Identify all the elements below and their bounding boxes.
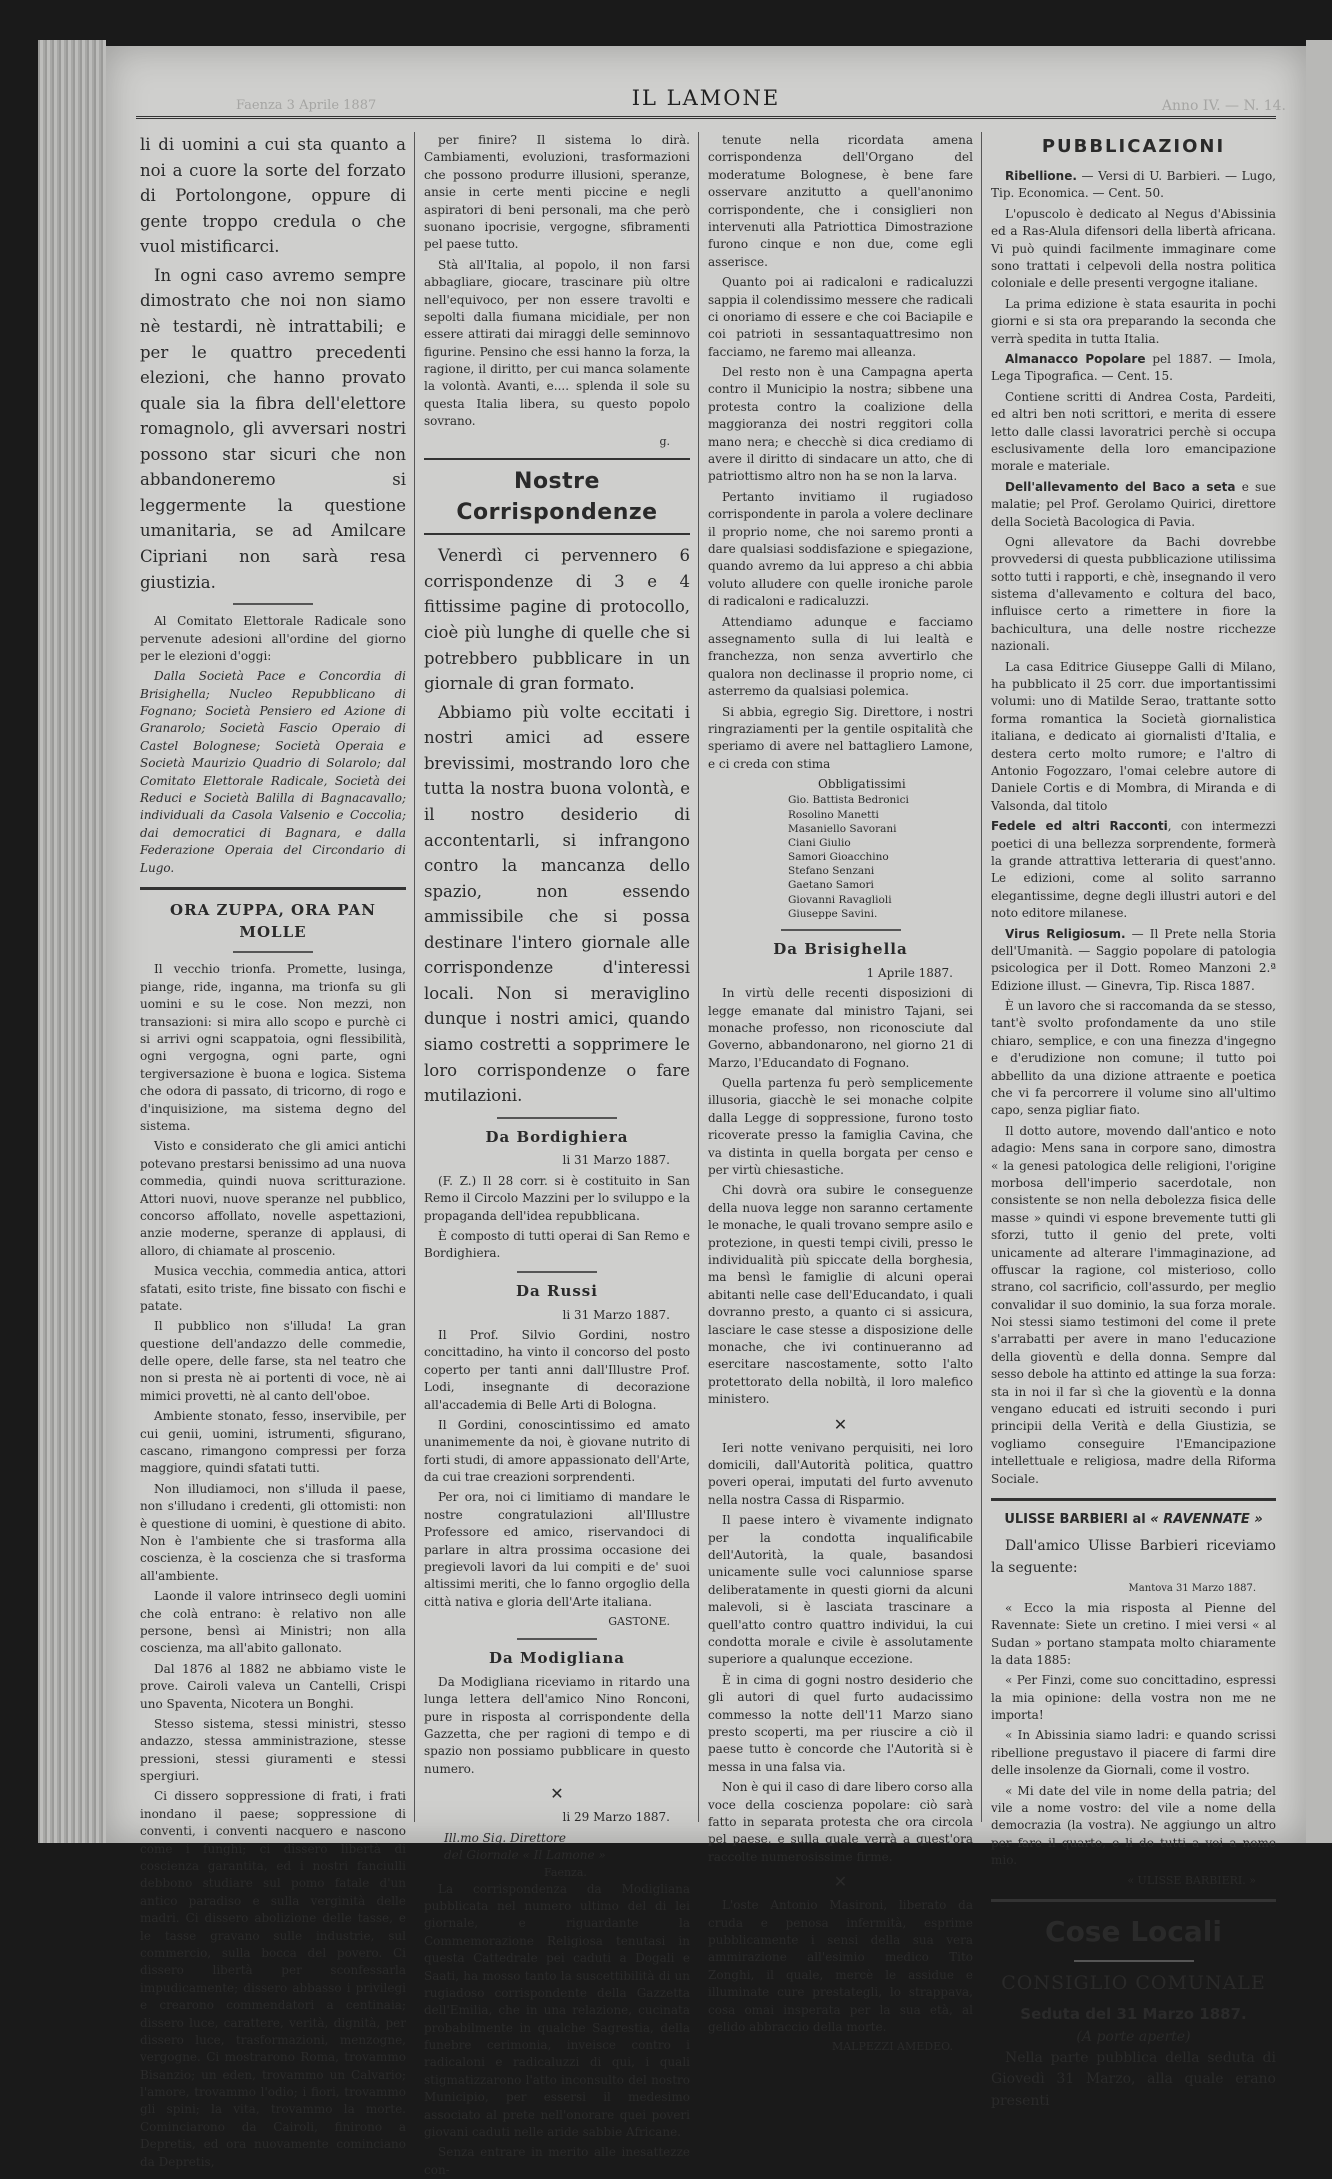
cross-separator: ✕ — [833, 1414, 848, 1434]
paragraph: Nella parte pubblica della seduta di Giovedì 31 Marzo, alla quale erano presenti — [991, 2049, 1276, 2110]
section-bar — [991, 1498, 1276, 1501]
paragraph: Ci dissero soppressione di frati, i frati inondano il paese; soppressione di conventi, i conventi nacquero e nascono come i funghi; ci dissero libertà di coscienza garantita, ed i nostri fanciulli debbono studiare sul pomo fatale d'un antico paradiso e sulla verginità delle madri. Ci dissero abolizione delle tasse, e le tasse gravano sulle industrie, sul commercio, sulla bocca del povero. Ci dissero libertà per sconfessarla impudicamente; dissero abbasso i privilegi e crearono commendatori a centinaia; dissero luce, carattere, verità, dignità, per dissero luce, trasformazioni, menzogne, vergogne. Ci mostrarono Roma, trovammo Bisanzio; un eden, trovammo un Calvario; l'amore, trovammo l'odio; i fiori, trovammo gli spini; la vita, trovammo la morte. Cominciarono da Cairoli, finirono a Depretis, ed ora nuovamente cominciano da Depretis, — [140, 1789, 406, 2169]
book-title: Fedele ed altri Racconti — [991, 819, 1168, 834]
signature: g. — [659, 434, 670, 448]
paragraph: Contiene scritti di Andrea Costa, Pardeiti, ed altri ben noti scrittori, e merita di essere letto dalle classi lavoratrici perchè si occupa esclusivamente della loro emancipazione morale e materiale. — [991, 389, 1276, 474]
book-title: Dell'allevamento del Baco a seta — [1005, 479, 1236, 494]
dispatch-date: 1 Aprile 1887. — [866, 965, 953, 980]
signatory-name: Samori Gioacchino — [788, 851, 889, 864]
article-title: ORA ZUPPA, ORA PAN MOLLE — [170, 900, 376, 941]
paragraph: « In Abissinia siamo ladri: e quando scrissi ribellione pregustavo il piacere di farmi dire delle insolenze da Giornali, come il vostro. — [991, 1728, 1276, 1778]
paragraph: Dall'amico Ulisse Barbieri riceviamo la seguente: — [991, 1537, 1276, 1576]
paragraph: « Mi date del vile in nome della patria; del vile a nome vostro: del vile a nome della democrazia (la vostra). Ne aggiungo un altro per fare il quarto, e li do tutti a voi a nome mio. — [991, 1783, 1276, 1868]
paragraph: In virtù delle recenti disposizioni di legge emanate dal ministro Tajani, sei monache professo, non riconosciute dal Governo, abbandonarono, nel giorno 21 di Marzo, l'Educandato di Fognano. — [708, 986, 973, 1070]
paragraph: Il paese intero è vivamente indignato per la condotta inqualificabile dell'Autorità, la quale, basandosi unicamente sulle voci calunniose sparse deliberatamente in questi giorni da alcuni malevoli, si è lasciata trascinare a quell'atto contro quattro individui, la cui condotta morale e civile è assolutamente superiore a qualunque eccezione. — [708, 1513, 973, 1667]
paragraph: Laonde il valore intrinseco degli uomini che colà entrano: è relativo non alle persone, bensì ai Ministri; non alla coscienza, ma all'abito gallonato. — [140, 1589, 406, 1656]
signatories — [788, 793, 973, 921]
article-lead-p2: In ogni caso avremo sempre dimostrato che noi non siamo nè testardi, nè intrattabili; e per le quattro precedenti elezioni, che hanno provato quale sia la fibra dell'elettore romagnolo, gli avversari nostri possono star sicuri che non abbandoneremo si leggermente la questione umanitaria, se ad Amilcare Cipriani non sarà resa giustizia. — [140, 265, 406, 592]
paragraph: Chi dovrà ora subire le conseguenze della nuova legge non saranno certamente le monache, le quali trovano sempre asilo e protezione, in questi tempi civili, presso le individualità più spiccate della borghesia, ma bensì le famiglie di alcuni operai abitanti nelle case dell'Educandato, i quali dovranno presto, a quanto ci si assicura, lasciare le case stesse a disposizione delle monache, che ivi continueranno ad esercitare nascostamente, sotto l'alto protettorato della nobiltà, il loro malefico ministero. — [708, 1183, 973, 1407]
paragraph: La corrispondenza da Modigliana pubblicata nel numero ultimo del di lei giornale, e riguardante la Commemorazione Religiosa tenutasi in questa Cattedrale pei caduti a Dogali e Saati, ha mosso tanto la suscettibilità di un rugiadoso corrispondente della Gazzetta dell'Emilia, che in una relazione, cucinata probabilmente in qualche Sagrestia, della funebre cerimonia, inveisce contro i radicaloni e radicaluzzi di qui, i quali stigmatizzarono l'atto inconsulto del nostro Municipio, per essersi il medesimo associato al prete nell'onorare quei poveri giovani caduti nelle aride sabbie Africane. — [424, 1881, 690, 2140]
divider — [781, 929, 901, 931]
section-heading: Cose Locali — [1045, 1914, 1222, 1948]
paragraph: Abbiamo più volte eccitati i nostri amici ad essere brevissimi, mostrando loro che tutta la nostra buona volontà, e il nostro desiderio di accontentarli, si infrangono contro la mancanza dello spazio, non essendo ammissibile che si possa destinare l'intero giornale alle corrispondenze d'interessi locali. Non si meraviglino dunque i nostri amici, quando siamo costretti a sopprimere le loro corrispondenze o fare mutilazioni. — [424, 702, 690, 1106]
paragraph: Ogni allevatore da Bachi dovrebbe provvedersi di questa pubblicazione utilissima sotto tutti i rapporti, e chè, insegnando il vero sistema d'allevamento e coltura del baco, influisce certo a rimettere in fiore la bachicultura, una delle nostre ricchezze nazionali. — [991, 534, 1276, 654]
paragraph: La casa Editrice Giuseppe Galli di Milano, ha pubblicato il 25 corr. due importantissimi volumi: uno di Matilde Serao, trattante sotto forma romantica la Società giornalistica italiana, e dedicato ai giornalisti d'Italia, e destera certo molto rumore; e l'altro di Antonio Fogozzaro, l'omai celebre autore di Daniele Cortis e di Mombra, di Miranda e di Valsonda, dal titolo — [991, 659, 1276, 813]
dispatch-date: li 31 Marzo 1887. — [562, 1153, 670, 1168]
cross-separator: ✕ — [550, 1784, 564, 1804]
session-note: (A porte aperte) — [1076, 2029, 1191, 2046]
paragraph: « Per Finzi, come suo concittadino, espressi la mia opinione: della vostra non me ne importa! — [991, 1673, 1276, 1723]
paragraph: Visto e considerato che gli amici antichi potevano prestarsi benissimo ad una nuova commedia, quindi nuova scritturazione. Attori nuovi, nuove speranze nel pubblico, concorso affollato, novelle aspettazioni, anzie moderne, speranze di applausi, di alloro, di chiamate al proscenio. — [140, 1139, 406, 1258]
divider — [517, 1271, 597, 1273]
address-line: Ill.mo Sig. Direttore — [444, 1830, 567, 1845]
paragraph: « Ecco la mia risposta al Pienne del Ravennate: Siete un cretino. I miei versi « al Sudan » portano stampata molto chiaramente la data 1885: — [991, 1600, 1276, 1667]
dispatch-title: Da Russi — [516, 1281, 598, 1300]
divider — [233, 951, 313, 953]
closing: Obbligatissimi — [818, 777, 906, 792]
paragraph: Il dotto autore, movendo dall'antico e noto adagio: Mens sana in corpore sano, dimostra « la genesi patologica delle religioni, l'origine morbosa dell'imperio sacerdotale, non consistente se non nella debolezza fisica delle masse » quindi vi espone brevemente tutti gli sforzi, tutto il genio del prete, volti unicamente ad alterare l'immaginazione, ad offuscar la ragione, col misterioso, collo strano, col sacrificio, coll'assurdo, per meglio convalidar il suo dominio, la sua forza morale. Noi stessi siamo testimoni del come il prete s'arrabatti per avere in mano l'educazione della gioventù e della donna. Sempre dal sesso debole ha attinto ed attinge la sua forza: sta in noi il far sì che la gioventù e la donna vengano educati ed istruiti secondo i puri principii della Verità e della Giustizia, se vogliamo conseguire l'Emancipazione intellettuale e religiosa, madre della Riforma Sociale. — [991, 1123, 1276, 1486]
column-rule — [981, 132, 982, 1822]
dispatch-title: Da Brisighella — [773, 940, 908, 958]
paragraph: L'oste Antonio Masironi, liberato da cruda e penosa infermità, esprime pubblicamente i sensi della sua vera ammirazione all'esimio medico Tito Zonghi, il quale, mercè le assidue e illuminate cure prestategli, lo strappava, cosa omai insperata per la sua età, al gelido abbraccio della morte. — [708, 1898, 973, 2034]
signatory-name: Gio. Battista Bedronici — [788, 794, 909, 807]
paragraph: Non è qui il caso di dare libero corso alla voce della coscienza popolare: ciò sarà fatto in separata protesta che ora circola pel paese, e sulla quale verrà a quest'ora raccolte numerosissime firme. — [708, 1780, 973, 1864]
header-ghost-right: Anno IV. — N. 14. — [1161, 98, 1286, 114]
column-2 — [424, 132, 690, 2177]
paragraph: Stà all'Italia, al popolo, il non farsi abbagliare, giocare, trascinare più oltre nell'equivoco, per non essere travolti e sepolti dalla fiumana micidiale, per non essere attirati dai miraggi delle seminnovo figurine. Pensino che essi hanno la forza, la ragione, il diritto, per cui manca solamente la volontà. Avanti, e.... splenda il sole su questa Italia libera, su questo popolo sovrano. — [424, 257, 690, 429]
dispatch-title: Da Modigliana — [489, 1649, 625, 1668]
signatory-name: Stefano Senzani — [788, 865, 875, 878]
paragraph: Quanto poi ai radicaloni e radicaluzzi sappia il colendissimo messere che radicali ci onoriamo di essere e che coi Baciapile e coi patrioti in sessantaquattresimo non facciamo, ne faremo mai alleanza. — [708, 275, 973, 359]
paragraph: Pertanto invitiamo il rugiadoso corrispondente in parola a volere declinare il proprio nome, che noi saremo pronti a dare qualsiasi soddisfazione e spiegazione, quando avremo da lui appreso a chi abbia voluto alludere con quelle ironiche parole di radicaloni e radicaluzzi. — [708, 489, 973, 609]
signatory-name: Giuseppe Savini. — [788, 907, 878, 920]
signature: MALPEZZI AMEDEO. — [831, 2040, 953, 2054]
letter-heading-name: ULISSE BARBIERI al — [1004, 1512, 1146, 1527]
paragraph: Il Prof. Silvio Gordini, nostro concittadino, ha vinto il concorso del posto coperto per tanti anni dall'Illustre Prof. Lodi, insegnante di decorazione all'accademia di Belle Arti di Bologna. — [424, 1327, 690, 1412]
column-3 — [708, 132, 973, 2054]
paragraph: Stesso sistema, stessi ministri, stesso andazzo, stessa amministrazione, stesse pressioni, stessi giuramenti e stessi spergiuri. — [140, 1716, 406, 1784]
dispatch-date: li 31 Marzo 1887. — [562, 1307, 670, 1322]
address-line: Faenza. — [544, 1865, 587, 1879]
divider — [233, 603, 313, 605]
masthead: IL LAMONE — [631, 86, 781, 110]
paragraph: È composto di tutti operai di San Remo e Bordighiera. — [424, 1229, 690, 1261]
paragraph: La prima edizione è stata esaurita in pochi giorni e si sta ora preparando la seconda che verrà spedita in tutta Italia. — [991, 296, 1276, 346]
divider — [1074, 1960, 1194, 1962]
paragraph: (F. Z.) Il 28 corr. si è costituito in San Remo il Circolo Mazzini per lo sviluppo e la propaganda dell'idea repubblicana. — [424, 1173, 690, 1223]
letter-heading-target: « RAVENNATE » — [1150, 1512, 1263, 1527]
book-details: , con intermezzi poetici di una bellezza sorprendente, formerà la grande attrattiva letteraria di quest'anno. Le edizioni, come al solito sarranno elegantissime, degne degli illustri autori e del noto editore milanese. — [991, 819, 1276, 921]
book-title: Almanacco Popolare — [1005, 352, 1146, 366]
header-ghost-left: Faenza 3 Aprile 1887 — [236, 98, 377, 113]
column-rule — [414, 132, 415, 1822]
section-heading: PUBBLICAZIONI — [1041, 136, 1226, 157]
dispatch-date: li 29 Marzo 1887. — [562, 1810, 670, 1825]
paragraph: Musica vecchia, commedia antica, attori sfatati, esito triste, fine bissato con fischi e patate. — [140, 1264, 406, 1313]
article-lead: li di uomini a cui sta quanto a noi a cuore la sorte del forzato di Portolongone, oppure di gente troppo credula o che vuol mistificarci. — [140, 135, 406, 257]
column-4 — [991, 132, 1276, 2110]
newspaper-page — [106, 46, 1306, 2177]
signature: GASTONE. — [608, 1615, 670, 1629]
signatory-name: Giovanni Ravaglioli — [788, 893, 892, 906]
letter-heading — [991, 1511, 1276, 1530]
section-bar — [140, 887, 406, 890]
signature: « ULISSE BARBIERI. » — [1127, 1873, 1256, 1887]
paragraph: È in cima di gogni nostro desiderio che gli autori di quel furto audacissimo commesso la notte dell'11 Marzo siano presto scoperti, ma per riuscire a ciò il paese tutto è concorde che l'Autorità si è messa in una falsa via. — [708, 1672, 973, 1774]
letter-date: Mantova 31 Marzo 1887. — [1128, 1583, 1256, 1595]
signatory-name: Gaetano Samori — [788, 879, 874, 892]
comitato-text: Al Comitato Elettorale Radicale sono pervenute adesioni all'ordine del giorno per le elezioni d'oggi: — [140, 614, 406, 663]
paragraph: Venerdì ci pervennero 6 corrispondenze di 3 e 4 fittissime pagine di protocollo, cioè più lunghe di quelle che si potrebbero pubblicare in un giornale di gran formato. — [424, 546, 690, 694]
section-heading: Nostre Corrispondenze — [424, 458, 690, 536]
paragraph: Per ora, noi ci limitiamo di mandare le nostre congratulazioni all'Illustre Professore ed amico, riservandoci di parlare in altra prossima occasione dei pregievoli lavori da lui compiti e de' suoi altissimi meriti, che lo fanno orgoglio della città nativa e gloria dell'Arte italiana. — [424, 1490, 690, 1609]
book-title: Virus Religiosum. — [1005, 926, 1126, 941]
dispatch-title: Da Bordighiera — [485, 1127, 629, 1146]
book-title: Ribellione. — [1005, 169, 1077, 184]
paragraph: Il pubblico non s'illuda! La gran questione dell'andazzo delle commedie, delle opere, delle farse, sta nel teatro che non si presta nè ai portenti di voce, nè ai mimici provetti, nè al canto dell'oboe. — [140, 1319, 406, 1403]
paragraph: È un lavoro che si raccomanda da se stesso, tant'è svolto profondamente da uno stile chiaro, semplice, e con una finezza d'ingegno e d'erudizione non comune; il tutto poi abbellito da una dizione attraente e poetica che vi fa percorrere il volume sino all'ultimo capo, senza pigliar fiato. — [991, 999, 1276, 1118]
book-details: — Il Prete nella Storia dell'Umanità. — Saggio popolare di patologia psicologica per il Dott. Romeo Manzoni 2.ª Edizione illust. — Ginevra, Tip. Risca 1887. — [991, 926, 1276, 993]
page-header — [136, 86, 1286, 119]
comitato-list: Dalla Società Pace e Concordia di Brisighella; Nucleo Repubblicano di Fognano; Società Pensiero ed Azione di Granarolo; Società Fascio Operaio di Castel Bolognese; Società Operaia e Società Maurizio Quadrio di Solarolo; dal Comitato Elettorale Radicale, Società dei Reduci e Società Balilla di Bagnacavallo; individuali da Casola Valsenio e Coccolia; dai democratici di Bagnara, e dalla Federazione Operaia del Circondario di Lugo. — [140, 669, 406, 875]
paragraph: Dal 1876 al 1882 ne abbiamo viste le prove. Cairoli valeva un Cantelli, Crispi uno Spaventa, Nicotera un Bonghi. — [140, 1661, 406, 1711]
paragraph: Ambiente stonato, fesso, inservibile, per cui genii, uomini, istrumenti, sfigurano, cascano, rimangono compressi per forza maggiore, quindi sfatati tutti. — [140, 1409, 406, 1476]
signatory-name: Rosolino Manetti — [788, 808, 879, 821]
cross-separator: ✕ — [833, 1872, 848, 1892]
book-details: — Versi di U. Barbieri. — Lugo, Tip. Economica. — Cent. 50. — [991, 169, 1276, 201]
signatory-name: Masaniello Savorani — [788, 822, 897, 835]
book-details: e sue malatie; pel Prof. Gerolamo Quirici, direttore della Società Bacologica di Pavia. — [991, 479, 1276, 529]
bound-volume-spine — [38, 40, 106, 1843]
paragraph: Quella partenza fu però semplicemente illusoria, giacchè le sei monache colpite dalla Legge di soppressione, furono tosto ricoverate presso la famiglia Cavina, che va distinta in quella borgata per censo e per virtù chiesastiche. — [708, 1076, 973, 1178]
paragraph: Il vecchio trionfa. Promette, lusinga, piange, ride, inganna, ma trionfa su gli uomini e su le cose. Non mezzi, non transazioni: si mira allo scopo e purchè ci si arrivi ogni scappatoia, ogni flessibilità, ogni vergogna, ogni parte, ogni tergiversazione è buona e logica. Sistema che odora di passato, di tricorno, di rogo e d'inquisizione, ma sistema degno del sistema. — [140, 962, 406, 1133]
next-page-edge — [1306, 40, 1332, 1843]
session-title: Seduta del 31 Marzo 1887. — [1020, 2004, 1247, 2023]
column-rule — [698, 132, 699, 1822]
subsection-heading: CONSIGLIO COMUNALE — [1001, 1972, 1266, 1995]
book-details: pel 1887. — Imola, Lega Tipografica. — Cent. 15. — [991, 352, 1276, 384]
paragraph: Non illudiamoci, non s'illuda il paese, non s'illudano i credenti, gli ottomisti: non è questione di uomini, è questione di abito. Non è l'ambiente che si trasforma alla coscienza, è la coscienza che si trasforma all'ambiente. — [140, 1481, 406, 1583]
paragraph: Attendiamo adunque e facciamo assegnamento sulla di lui lealtà e franchezza, non senza avvertirlo che qualora non declinasse il proprio nome, ci asterremo da qualsiasi polemica. — [708, 614, 973, 699]
paragraph: Ieri notte venivano perquisiti, nei loro domicili, dall'Autorità politica, quattro poveri operai, imputati del furto avvenuto nella nostra Cassa di Risparmio. — [708, 1440, 973, 1507]
paragraph: per finire? Il sistema lo dirà. Cambiamenti, evoluzioni, trasformazioni che possono produrre illusioni, speranze, ansie in certe menti piccine e negli aspiratori di beni personali, ma che però suonano ipocrisie, vergogne, sfibramenti pel paese tutto. — [424, 133, 690, 252]
paragraph: tenute nella ricordata amena corrispondenza dell'Organo del moderatume Bolognese, è bene fare osservare anzitutto a quell'anonimo corrispondente, che i consiglieri non intervenuti alla Patriottica Dimostrazione furono cinque e non due, come egli asserisce. — [708, 133, 973, 269]
address-line: del Giornale « Il Lamone » — [444, 1848, 606, 1863]
paragraph: Da Modigliana riceviamo in ritardo una lunga lettera dell'amico Nino Ronconi, pure in risposta al corrispondente della Gazzetta, che per ragioni di tempo e di spazio non possiamo pubblicare in questo numero. — [424, 1674, 690, 1776]
paragraph: Il Gordini, conoscintissimo ed amato unanimemente da noi, è giovane nutrito di forti studi, di amore appassionato dell'Arte, da cui trae creazioni sorprendenti. — [424, 1417, 690, 1485]
paragraph: L'opuscolo è dedicato al Negus d'Abissinia ed a Ras-Alula difensori della libertà africana. Vi può quindi facilmente immaginare come sono trattati i celpevoli della nostra politica coloniale e delle presenti vergogne italiane. — [991, 206, 1276, 291]
paragraph: Senza entrare in merito alle inesattezze con- — [424, 2145, 690, 2177]
signatory-name: Ciani Giulio — [788, 836, 851, 849]
divider — [517, 1638, 597, 1640]
section-bar — [991, 1899, 1276, 1902]
paragraph: Si abbia, egregio Sig. Direttore, i nostri ringraziamenti per la gentile ospitalità che speriamo di avere nel battagliero Lamone, e ci creda con stima — [708, 704, 973, 771]
column-1 — [140, 132, 406, 2169]
divider — [497, 1117, 617, 1119]
paragraph: Del resto non è una Campagna aperta contro il Municipio la nostra; sibbene una protesta contro la coalizione della maggioranza dei nostri reggitori colla mano nera; e checchè si dica crediamo di avere il diritto di sindacare un atto, che di patriottismo altro non ha se non la larva. — [708, 365, 973, 484]
